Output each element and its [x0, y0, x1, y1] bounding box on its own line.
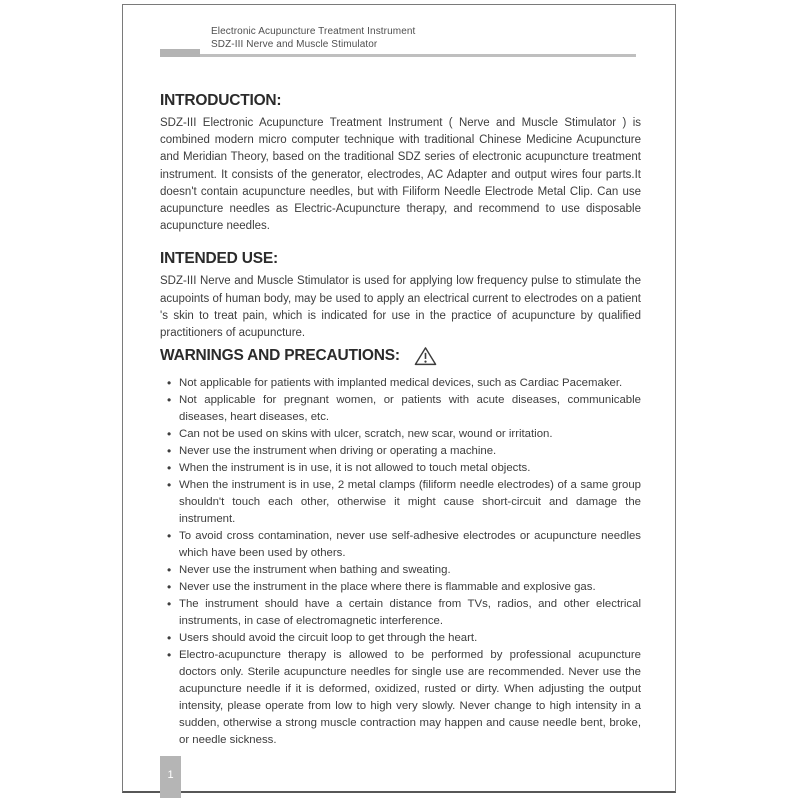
warning-triangle-icon: [414, 346, 437, 371]
warning-item: • Never use the instrument when bathing and sweating.: [179, 562, 641, 579]
section-warnings: [160, 346, 641, 749]
warnings-heading-row: [160, 346, 641, 371]
warning-item: • Can not be used on skins with ulcer, scratch, new scar, wound or irritation.: [179, 426, 641, 443]
page-content: [160, 91, 641, 749]
warnings-list: [160, 375, 641, 749]
warning-item: • Electro-acupuncture therapy is allowed to be performed by professional acupuncture doctors only. Sterile acupuncture needles for single use are recommended. Never use the acupuncture needle if it is deformed, oxidized, rusted or dirty. When adjusting the output intensity, please operate from low to high very slowly. Never change to high intensity in a sudden, otherwise a strong muscle contraction may happen and cause needle bent, broke, or needle sickness.: [179, 647, 641, 749]
section-intended-use: [160, 249, 641, 342]
warning-item: • Users should avoid the circuit loop to get through the heart.: [179, 630, 641, 647]
header-accent-bar: [160, 49, 200, 57]
page-number-badge: 1: [160, 756, 181, 798]
introduction-heading: INTRODUCTION:: [160, 92, 282, 109]
header-divider-rule: [200, 54, 636, 57]
warnings-heading: WARNINGS AND PRECAUTIONS:: [160, 347, 400, 365]
warning-item: • Never use the instrument in the place where there is flammable and explosive gas.: [179, 579, 641, 596]
warning-item: • When the instrument is in use, 2 metal clamps (filiform needle electrodes) of a same group shouldn't touch each other, otherwise it might cause short-circuit and damage the instrument.: [179, 477, 641, 528]
warning-item: • Never use the instrument when driving or operating a machine.: [179, 443, 641, 460]
warning-item: • To avoid cross contamination, never use self-adhesive electrodes or acupuncture needles which have been used by others.: [179, 528, 641, 562]
section-introduction: [160, 91, 641, 235]
warning-item: • Not applicable for pregnant women, or patients with acute diseases, communicable diseases, heart diseases, etc.: [179, 392, 641, 426]
header-model-title: SDZ-III Nerve and Muscle Stimulator: [211, 38, 378, 50]
introduction-paragraph: SDZ-III Electronic Acupuncture Treatment Instrument ( Nerve and Muscle Stimulator ) is combined modern micro computer technique with traditional Chinese Medicine Acupuncture and Meridian Theory, based on the traditional SDZ series of electronic acupuncture treatment instrument. It consists of the generator, electrodes, AC Adapter and output wires four parts.It doesn't contain acupuncture needles, but with Filiform Needle Electrode Metal Clip. Can use acupuncture needles as Electric-Acupuncture therapy, and recommend to use disposable acupuncture needles.: [160, 117, 641, 233]
intended-use-paragraph: SDZ-III Nerve and Muscle Stimulator is used for applying low frequency pulse to stimulate the acupoints of human body, may be used to apply an electrical current to electrodes on a patient 's skin to treat pain, which is indicated for use in the practice of acupuncture by qualified practitioners of acupuncture.: [160, 275, 641, 340]
intended-use-heading: INTENDED USE:: [160, 250, 278, 268]
warning-item: • The instrument should have a certain distance from TVs, radios, and other electrical instruments, in case of electromagnetic interference.: [179, 596, 641, 630]
document-page: [122, 4, 676, 793]
warning-item: • Not applicable for patients with implanted medical devices, such as Cardiac Pacemaker.: [179, 375, 641, 392]
header-doc-title: Electronic Acupuncture Treatment Instrument: [211, 26, 416, 37]
running-header: [211, 26, 415, 51]
warning-item: • When the instrument is in use, it is not allowed to touch metal objects.: [179, 460, 641, 477]
